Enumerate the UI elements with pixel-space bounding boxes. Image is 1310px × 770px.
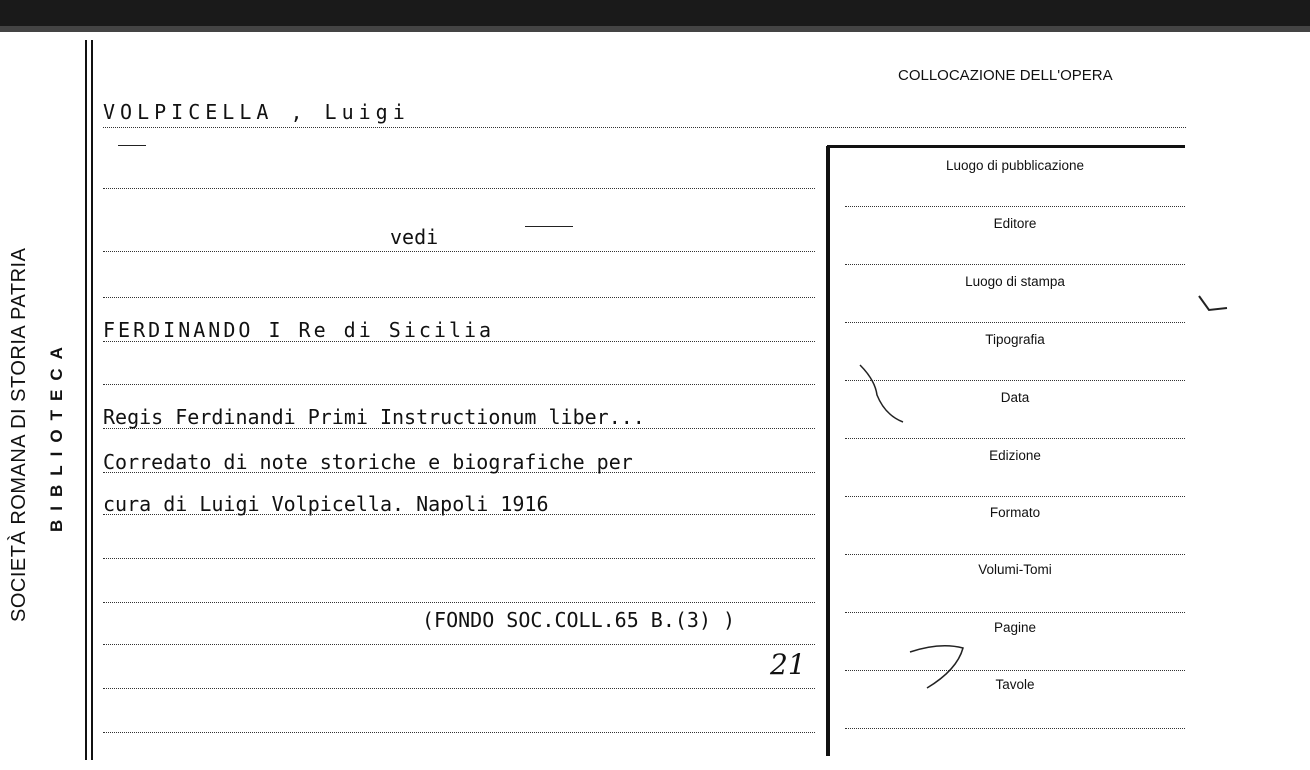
ruled-line (103, 688, 815, 689)
collocation-header: COLLOCAZIONE DELL'OPERA (898, 67, 1113, 84)
pencil-scribble (855, 360, 915, 430)
field-line (845, 554, 1185, 555)
field-label-print-place: Luogo di stampa (965, 274, 1065, 289)
margin-mark (1195, 290, 1235, 320)
ruled-line (103, 297, 815, 298)
field-label-printer: Tipografia (985, 332, 1045, 347)
pencil-bracket (905, 640, 975, 695)
left-border-line (85, 40, 87, 760)
ruled-line (103, 732, 815, 733)
title-line-3: cura di Luigi Volpicella. Napoli 1916 (103, 492, 549, 516)
fields-box-left-border (826, 146, 830, 756)
field-label-plates: Tavole (995, 677, 1035, 692)
field-line (845, 438, 1185, 439)
field-label-publisher: Editore (993, 216, 1037, 231)
see-reference: vedi (390, 225, 439, 249)
field-label-date: Data (1000, 390, 1030, 405)
field-line (845, 612, 1185, 613)
fields-box-top-border (827, 145, 1185, 148)
handwritten-number: 21 (770, 648, 806, 681)
field-label-place: Luogo di pubblicazione (945, 158, 1085, 173)
shelfmark: (FONDO SOC.COLL.65 B.(3) ) (422, 608, 736, 632)
left-border-line-inner (91, 40, 93, 760)
ruled-line (103, 644, 815, 645)
field-line (845, 728, 1185, 729)
title-line-1: Regis Ferdinandi Primi Instructionum liber... (103, 405, 645, 429)
title-line-2: Corredato di note storiche e biografiche per (103, 450, 633, 474)
ruled-line (103, 384, 815, 385)
field-line (845, 264, 1185, 265)
institution-label: SOCIETÀ ROMANA DI STORIA PATRIA (8, 247, 30, 622)
author-heading: VOLPICELLA , Luigi (103, 100, 410, 124)
field-label-volumes: Volumi-Tomi (978, 562, 1052, 577)
field-line (845, 670, 1185, 671)
field-label-edition: Edizione (989, 448, 1041, 463)
ruled-line (103, 188, 815, 189)
ruled-line (103, 127, 1186, 128)
ruled-line (103, 251, 815, 252)
dash-mark (525, 226, 573, 227)
field-line (845, 496, 1185, 497)
ruled-line (103, 558, 815, 559)
field-line (845, 322, 1185, 323)
ruled-line (103, 602, 815, 603)
subject-heading: FERDINANDO I Re di Sicilia (103, 318, 495, 342)
field-line (845, 206, 1185, 207)
field-label-pages: Pagine (993, 620, 1037, 635)
dash-mark (118, 145, 146, 146)
field-label-format: Formato (989, 505, 1041, 520)
library-label: BIBLIOTECA (47, 338, 66, 532)
scan-top-band-edge (0, 26, 1310, 32)
